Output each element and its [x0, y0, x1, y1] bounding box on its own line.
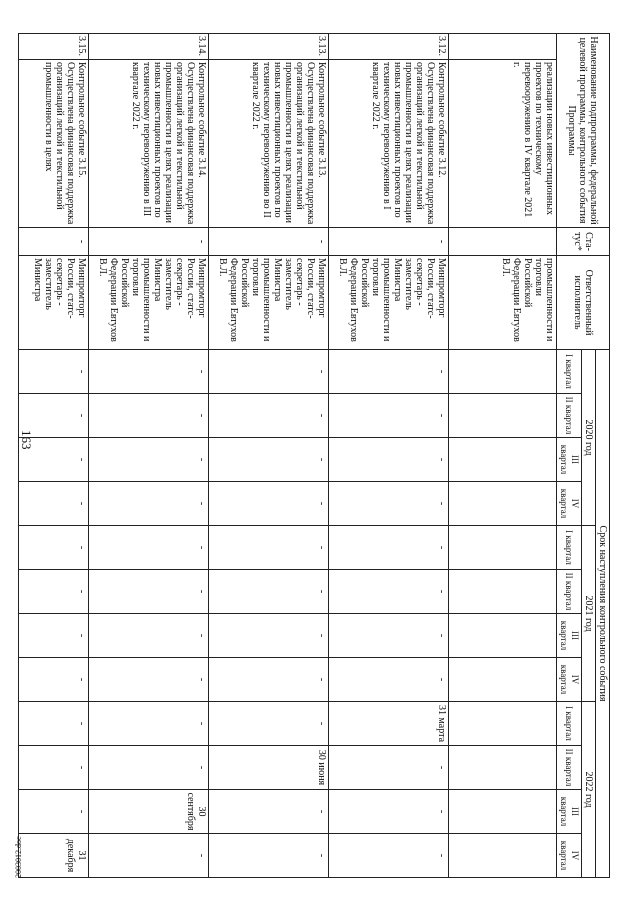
- row-status: -: [19, 228, 89, 256]
- header-quarter: IV квартал: [557, 482, 582, 526]
- row-name: реализации новых инвестиционных проектов по техническому перевооружению в IV квартале 2021 г.: [449, 60, 557, 228]
- quarter-cell: -: [329, 790, 449, 834]
- header-quarter: III квартал: [557, 790, 582, 834]
- quarter-cell: -: [19, 702, 89, 746]
- quarter-cell: -: [329, 394, 449, 438]
- quarter-cell: -: [329, 834, 449, 878]
- header-quarter: III квартал: [557, 614, 582, 658]
- quarter-cell: [449, 570, 557, 614]
- header-year-2020: 2020 год: [582, 350, 596, 526]
- quarter-cell: -: [89, 570, 209, 614]
- header-quarter: I квартал: [557, 526, 582, 570]
- quarter-cell: -: [329, 614, 449, 658]
- row-number: 3.14.: [89, 34, 209, 60]
- table-row: [449, 34, 557, 878]
- quarter-cell: -: [209, 614, 329, 658]
- quarter-cell: [449, 658, 557, 702]
- header-deadline: Срок наступления контрольного события: [596, 350, 610, 878]
- quarter-cell: -: [329, 350, 449, 394]
- header-quarter: II квартал: [557, 394, 582, 438]
- quarter-cell: -: [89, 746, 209, 790]
- quarter-cell: -: [329, 658, 449, 702]
- header-quarter: I квартал: [557, 702, 582, 746]
- table-row: [209, 34, 329, 878]
- row-number: 3.15.: [19, 34, 89, 60]
- header-quarter: II квартал: [557, 746, 582, 790]
- table-row: [89, 34, 209, 878]
- control-events-table: [18, 33, 610, 878]
- row-number: 3.12.: [329, 34, 449, 60]
- row-responsible: Минпромторг России, статс-секретарь - заместитель Министра промышленности и торговли Российской Федерации Евтухов В.Л.: [209, 256, 329, 350]
- quarter-cell: -: [209, 526, 329, 570]
- quarter-cell: -: [329, 438, 449, 482]
- quarter-cell: [449, 482, 557, 526]
- header-responsible: Ответственный исполнитель: [557, 256, 610, 350]
- header-year-2022: 2022 год: [582, 702, 596, 878]
- row-responsible: промышленности и торговли Российской Федерации Евтухов В.Л.: [449, 256, 557, 350]
- quarter-cell: -: [89, 482, 209, 526]
- header-name: Наименование подпрограммы, федеральной целевой программы, контрольного события Программы: [557, 34, 610, 228]
- quarter-cell: -: [19, 658, 89, 702]
- quarter-cell: -: [209, 350, 329, 394]
- row-status: [449, 228, 557, 256]
- header-status: Ста-тус*: [557, 228, 610, 256]
- quarter-cell: 30 июня: [209, 746, 329, 790]
- quarter-cell: -: [89, 614, 209, 658]
- header-quarter: II квартал: [557, 570, 582, 614]
- quarter-cell: -: [19, 394, 89, 438]
- quarter-cell: -: [209, 702, 329, 746]
- quarter-cell: -: [19, 350, 89, 394]
- row-name: Контрольное событие 3.15. Осуществлена финансовая поддержка организаций легкой и текстильной промышленности в целях: [19, 60, 89, 228]
- quarter-cell: [449, 614, 557, 658]
- quarter-cell: -: [89, 438, 209, 482]
- quarter-cell: -: [209, 658, 329, 702]
- quarter-cell: -: [19, 746, 89, 790]
- footer-filename: 2003012.doc: [14, 836, 23, 878]
- quarter-cell: [449, 394, 557, 438]
- quarter-cell: 31 марта: [329, 702, 449, 746]
- quarter-cell: -: [19, 614, 89, 658]
- quarter-cell: -: [19, 790, 89, 834]
- quarter-cell: -: [19, 526, 89, 570]
- quarter-cell: 30 сентября: [89, 790, 209, 834]
- quarter-cell: -: [209, 482, 329, 526]
- quarter-cell: [449, 834, 557, 878]
- header-quarter: IV квартал: [557, 834, 582, 878]
- quarter-cell: -: [329, 746, 449, 790]
- row-status: -: [209, 228, 329, 256]
- quarter-cell: -: [209, 570, 329, 614]
- quarter-cell: -: [329, 570, 449, 614]
- quarter-cell: -: [209, 438, 329, 482]
- quarter-cell: [449, 790, 557, 834]
- header-year-2021: 2021 год: [582, 526, 596, 702]
- row-name: Контрольное событие 3.13. Осуществлена финансовая поддержка организаций легкой и текстильной промышленности в целях реализации новых инвестиционных проектов по техническому перевооружению во II квартале 2022 г.: [209, 60, 329, 228]
- quarter-cell: -: [329, 526, 449, 570]
- page-number: 163: [19, 430, 34, 450]
- row-number: [449, 34, 557, 60]
- table-row: [329, 34, 449, 878]
- quarter-cell: -: [89, 658, 209, 702]
- quarter-cell: -: [209, 790, 329, 834]
- header-quarter: III квартал: [557, 438, 582, 482]
- row-status: -: [89, 228, 209, 256]
- quarter-cell: -: [19, 482, 89, 526]
- quarter-cell: -: [89, 702, 209, 746]
- quarter-cell: [449, 526, 557, 570]
- quarter-cell: -: [329, 482, 449, 526]
- quarter-cell: -: [19, 438, 89, 482]
- row-name: Контрольное событие 3.14. Осуществлена финансовая поддержка организаций легкой и текстильной промышленности в целях реализации новых инвестиционных проектов по техническому перевооружению в III квартале 2022 г.: [89, 60, 209, 228]
- row-responsible: Минпромторг России, статс-секретарь - заместитель Министра промышленности и торговли Российской Федерации Евтухов В.Л.: [89, 256, 209, 350]
- header-quarter: I квартал: [557, 350, 582, 394]
- row-name: Контрольное событие 3.12. Осуществлена финансовая поддержка организаций легкой и текстильной промышленности в целях реализации новых инвестиционных проектов по техническому перевооружению в I квартале 2022 г.: [329, 60, 449, 228]
- table-row: [19, 34, 89, 878]
- quarter-cell: -: [89, 394, 209, 438]
- row-responsible: Минпромторг России, статс-секретарь - заместитель Министра промышленности и торговли Российской Федерации Евтухов В.Л.: [329, 256, 449, 350]
- row-status: -: [329, 228, 449, 256]
- quarter-cell: -: [89, 350, 209, 394]
- row-responsible: Минпромторг России, статс-секретарь - заместитель Министра: [19, 256, 89, 350]
- quarter-cell: -: [209, 834, 329, 878]
- quarter-cell: -: [209, 394, 329, 438]
- quarter-cell: [449, 746, 557, 790]
- quarter-cell: [449, 702, 557, 746]
- quarter-cell: -: [89, 834, 209, 878]
- quarter-cell: 31 декабря: [19, 834, 89, 878]
- rotated-table-container: [32, 33, 610, 873]
- quarter-cell: -: [19, 570, 89, 614]
- header-quarter: IV квартал: [557, 658, 582, 702]
- quarter-cell: [449, 438, 557, 482]
- quarter-cell: -: [89, 526, 209, 570]
- row-number: 3.13.: [209, 34, 329, 60]
- quarter-cell: [449, 350, 557, 394]
